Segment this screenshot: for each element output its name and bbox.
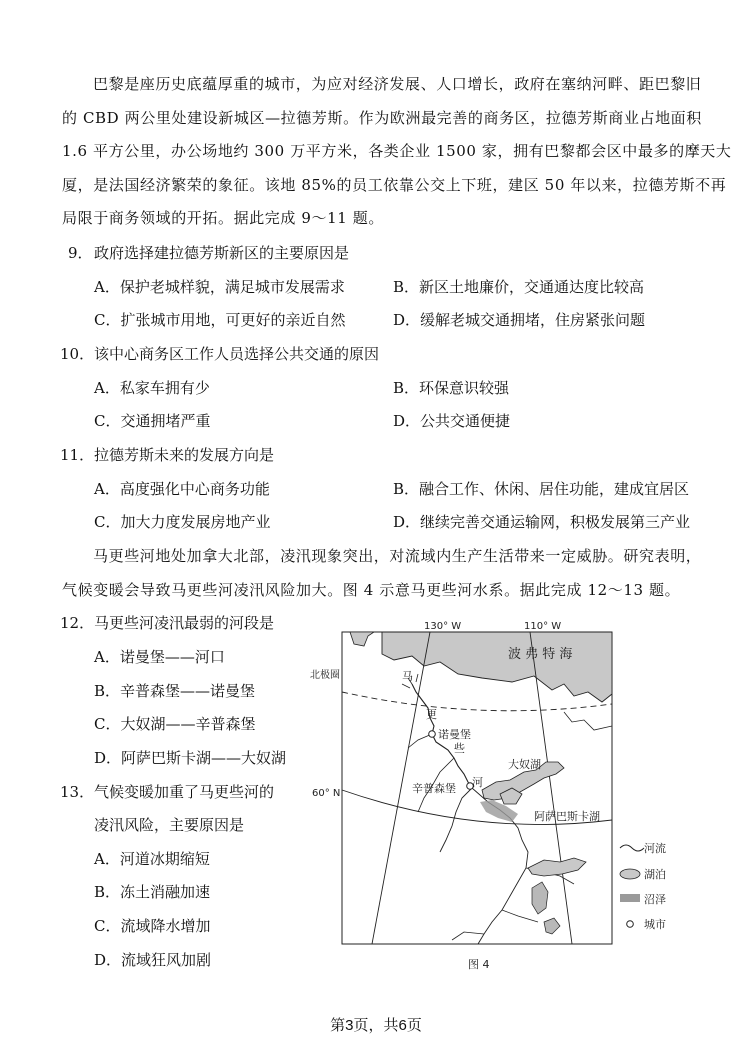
great-slave-lake-label: 大奴湖 <box>508 758 541 771</box>
question-13-option-b[interactable]: B．冻土消融加速 <box>94 883 211 901</box>
passage-2-line-1: 马更些河地处加拿大北部，凌汛现象突出，对流域内生产生活带来一定威胁。研究表明， <box>93 547 702 565</box>
page-footer: 第3页，共6页 <box>330 1017 422 1034</box>
figure-caption: 图 4 <box>468 958 490 971</box>
fort-simpson-label: 辛普森堡 <box>412 782 456 795</box>
legend-swamp-label: 沼泽 <box>644 893 666 906</box>
question-11-option-d[interactable]: D．继续完善交通运输网，积极发展第三产业 <box>393 513 691 531</box>
passage-1-line-5: 局限于商务领域的开拓。据此完成 9～11 题。 <box>62 209 384 227</box>
question-11-option-b[interactable]: B．融合工作、休闲、居住功能，建成宜居区 <box>393 480 690 498</box>
question-13-stem-line-1: 气候变暖加重了马更些河的 <box>94 783 275 801</box>
norman-wells-label: 诺曼堡 <box>438 728 471 741</box>
passage-1-line-4: 厦，是法国经济繁荣的象征。该地 85%的员工依靠公交上下班，建区 50 年以来，拉德芳斯不再 <box>62 176 727 194</box>
question-11-option-a[interactable]: A．高度强化中心商务功能 <box>94 480 270 498</box>
question-9-number: 9． <box>68 244 93 262</box>
legend-city-label: 城市 <box>644 918 666 931</box>
river-label-2: 更 <box>426 708 437 721</box>
question-13-option-a[interactable]: A．河道冰期缩短 <box>94 850 210 868</box>
question-10-stem: 该中心商务区工作人员选择公共交通的原因 <box>94 345 380 363</box>
island <box>350 632 374 646</box>
question-10-number: 10． <box>60 345 95 363</box>
passage-1-line-3: 1.6 平方公里，办公场地约 300 万平方米，各类企业 1500 家，拥有巴黎都会区中最多的摩天大 <box>62 142 732 160</box>
coastline <box>564 712 612 730</box>
question-10-option-b[interactable]: B．环保意识较强 <box>393 379 510 397</box>
question-13-option-d[interactable]: D．流域狂风加剧 <box>94 951 212 969</box>
river-label-4: 河 <box>472 776 483 789</box>
river-label-3: 些 <box>454 742 465 755</box>
lon-130w-label: 130° W <box>424 621 462 632</box>
question-9-option-a[interactable]: A．保护老城样貌，满足城市发展需求 <box>94 278 345 296</box>
question-13-stem-line-2: 凌汛风险，主要原因是 <box>94 816 245 834</box>
athabasca-lake-label: 阿萨巴斯卡湖 <box>534 810 600 823</box>
lon-110w-label: 110° W <box>524 621 562 632</box>
legend-city-icon <box>627 921 634 928</box>
arctic-circle-line <box>342 692 612 711</box>
lake-lower <box>532 882 548 914</box>
question-9-stem: 政府选择建拉德芳斯新区的主要原因是 <box>94 244 350 262</box>
question-11-stem: 拉德芳斯未来的发展方向是 <box>94 446 275 464</box>
map-legend <box>620 841 666 931</box>
question-9-option-d[interactable]: D．缓解老城交通拥堵，住房紧张问题 <box>393 311 646 329</box>
question-9-option-b[interactable]: B．新区土地廉价，交通通达度比较高 <box>393 278 645 296</box>
question-10-option-d[interactable]: D．公共交通便捷 <box>393 412 511 430</box>
tributary <box>408 734 432 748</box>
question-13-option-c[interactable]: C．流域降水增加 <box>94 917 211 935</box>
city-norman-wells-marker <box>429 731 436 738</box>
river-label-1: 马 <box>402 670 413 683</box>
tributary <box>502 910 538 922</box>
passage-2-line-2: 气候变暖会导致马更些河凌汛风险加大。图 4 示意马更些河水系。据此完成 12～13 题。 <box>62 581 681 599</box>
legend-swamp-icon <box>620 894 640 902</box>
legend-river-icon <box>620 845 644 851</box>
question-11-number: 11． <box>60 446 95 464</box>
question-10-option-a[interactable]: A．私家车拥有少 <box>94 379 210 397</box>
beaufort-sea <box>382 632 612 702</box>
question-10-option-c[interactable]: C．交通拥堵严重 <box>94 412 211 430</box>
tributary <box>452 932 484 940</box>
question-12-stem: 马更些河凌汛最弱的河段是 <box>94 614 275 632</box>
passage-1-line-1: 巴黎是座历史底蕴厚重的城市，为应对经济发展、人口增长，政府在塞纳河畔、距巴黎旧 <box>93 75 702 93</box>
question-12-option-a[interactable]: A．诺曼堡——河口 <box>94 648 225 666</box>
lake-lower-2 <box>544 918 560 934</box>
athabasca-lake <box>528 858 586 876</box>
question-9-option-c[interactable]: C．扩张城市用地，可更好的亲近自然 <box>94 311 346 329</box>
beaufort-sea-label: 波 弗 特 海 <box>508 647 573 662</box>
figure-4-map <box>310 621 666 974</box>
question-13-number: 13． <box>60 783 95 801</box>
question-12-option-c[interactable]: C．大奴湖——辛普森堡 <box>94 715 256 733</box>
legend-lake-icon <box>620 869 640 879</box>
question-12-number: 12． <box>60 614 95 632</box>
arctic-circle-label: 北极圈 <box>310 670 340 681</box>
legend-lake-label: 湖泊 <box>644 868 666 881</box>
map-svg <box>310 621 666 974</box>
question-11-option-c[interactable]: C．加大力度发展房地产业 <box>94 513 271 531</box>
legend-river-label: 河流 <box>644 842 666 855</box>
lat-60n-label: 60° N <box>312 788 341 799</box>
passage-1-line-2: 的 CBD 两公里处建设新城区—拉德芳斯。作为欧洲最完善的商务区，拉德芳斯商业占地面积 <box>62 109 702 127</box>
question-12-option-d[interactable]: D．阿萨巴斯卡湖——大奴湖 <box>94 749 287 767</box>
question-12-option-b[interactable]: B．辛普森堡——诺曼堡 <box>94 682 256 700</box>
